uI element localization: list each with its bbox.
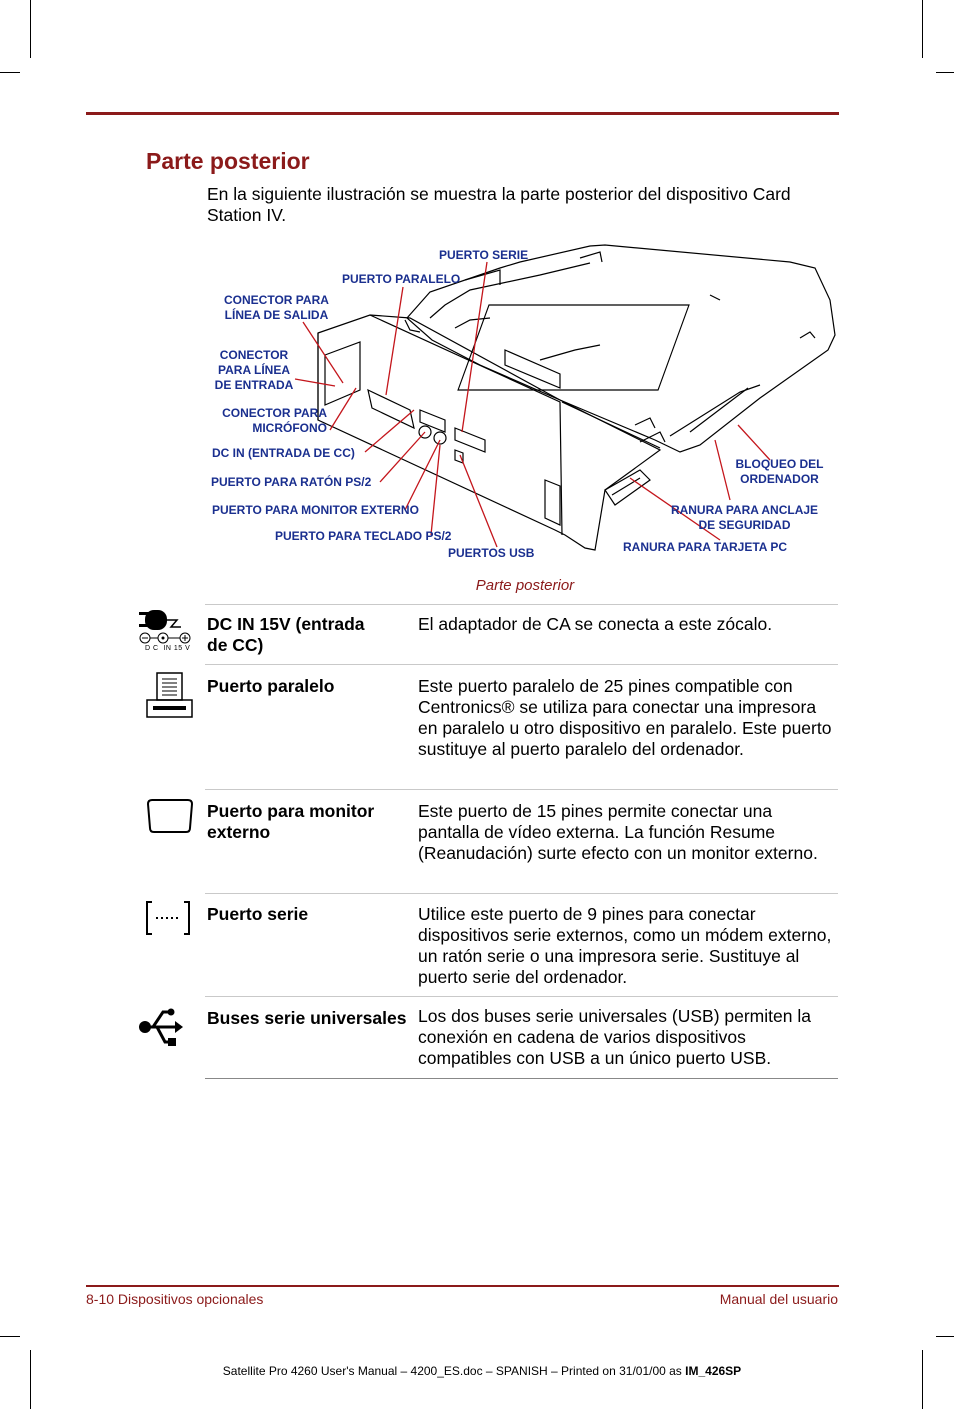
callout-line: CONECTOR xyxy=(219,348,289,362)
port-description-monitor: Este puerto de 15 pines permite conectar una pantalla de vídeo externa. La función Resume (Reanudación) surte efecto con un monitor externo. xyxy=(418,801,818,863)
callout-linea-entrada xyxy=(212,348,296,393)
figure-caption: Parte posterior xyxy=(475,577,575,594)
callout-line: ORDENADOR xyxy=(740,472,819,486)
callout-puerto-paralelo: PUERTO PARALELO xyxy=(342,272,461,286)
callout-line: CONECTOR PARA xyxy=(224,293,329,307)
print-line-code: IM_426SP xyxy=(685,1364,742,1378)
callout-line: CONECTOR PARA xyxy=(222,406,327,420)
callout-line: BLOQUEO DEL xyxy=(735,457,824,471)
callout-tarjeta-pc: RANURA PARA TARJETA PC xyxy=(623,540,787,554)
section-title: Parte posterior xyxy=(146,148,310,174)
crop-mark xyxy=(30,1350,31,1409)
callout-usb: PUERTOS USB xyxy=(448,546,535,560)
port-term-monitor: Puerto para monitor externo xyxy=(207,801,375,842)
callout-line: RANURA PARA ANCLAJE xyxy=(670,503,819,517)
callout-raton: PUERTO PARA RATÓN PS/2 xyxy=(211,475,372,489)
monitor-icon xyxy=(146,798,194,839)
footer-manual-title: Manual del usuario xyxy=(719,1291,838,1307)
intro-paragraph: En la siguiente ilustración se muestra la parte posterior del dispositivo Card Station IV. xyxy=(207,184,791,225)
callout-bloqueo xyxy=(733,457,826,487)
table-divider xyxy=(205,789,838,790)
port-term-serial: Puerto serie xyxy=(207,904,309,924)
footer-page-label: 8-10 Dispositivos opcionales xyxy=(86,1291,264,1307)
print-line xyxy=(0,1364,954,1378)
table-divider xyxy=(205,893,838,894)
serial-port-icon xyxy=(144,900,192,941)
callout-line: DE ENTRADA xyxy=(214,378,294,392)
port-description-parallel: Este puerto paralelo de 25 pines compatible con Centronics® se utiliza para conectar una impresora en paralelo u otro dispositivo en paralelo. Este puerto sustituye al puerto paralelo del ordenador. xyxy=(418,676,832,759)
table-divider xyxy=(205,996,838,997)
callout-dc-in: DC IN (ENTRADA DE CC) xyxy=(212,446,355,460)
dc-in-icon-label: D C IN 15 V xyxy=(145,645,191,652)
callout-line: PARA LÍNEA xyxy=(218,363,290,377)
port-term-dc-in: DC IN 15V (entrada de CC) xyxy=(207,614,365,655)
crop-mark xyxy=(0,1336,20,1337)
port-description-usb: Los dos buses serie universales (USB) permiten la conexión en cadena de varios dispositivos compatibles con USB a un único puerto USB. xyxy=(418,1006,811,1068)
table-divider xyxy=(205,604,838,605)
usb-icon xyxy=(137,1002,185,1061)
print-line-text: Satellite Pro 4260 User's Manual – 4200_ES.doc – SPANISH – Printed on 31/01/00 as xyxy=(222,1364,686,1378)
callout-linea-salida xyxy=(224,293,329,323)
callout-line: LÍNEA DE SALIDA xyxy=(224,308,329,322)
callout-microfono xyxy=(216,406,327,436)
callout-line: MICRÓFONO xyxy=(252,421,327,435)
table-divider xyxy=(205,664,838,665)
callout-puerto-serie: PUERTO SERIE xyxy=(439,248,529,262)
dc-in-icon xyxy=(137,607,197,660)
callout-line: DE SEGURIDAD xyxy=(698,518,791,532)
port-description-serial: Utilice este puerto de 9 pines para conectar dispositivos serie externos, como un módem externo, un ratón serie o una impresora serie. Sustituye al puerto serie del ordenador. xyxy=(418,904,832,987)
callout-anclaje xyxy=(666,503,823,533)
footer-rule xyxy=(86,1285,839,1287)
callout-monitor: PUERTO PARA MONITOR EXTERNO xyxy=(212,503,419,517)
crop-mark xyxy=(922,1350,923,1409)
port-term-parallel: Puerto paralelo xyxy=(207,676,335,696)
port-term-usb: Buses serie universales xyxy=(207,1008,407,1028)
printer-icon xyxy=(145,670,195,725)
port-description-dc-in: El adaptador de CA se conecta a este zócalo. xyxy=(418,614,773,634)
table-divider xyxy=(205,1078,838,1079)
callout-teclado: PUERTO PARA TECLADO PS/2 xyxy=(275,529,452,543)
crop-mark xyxy=(936,1336,954,1337)
